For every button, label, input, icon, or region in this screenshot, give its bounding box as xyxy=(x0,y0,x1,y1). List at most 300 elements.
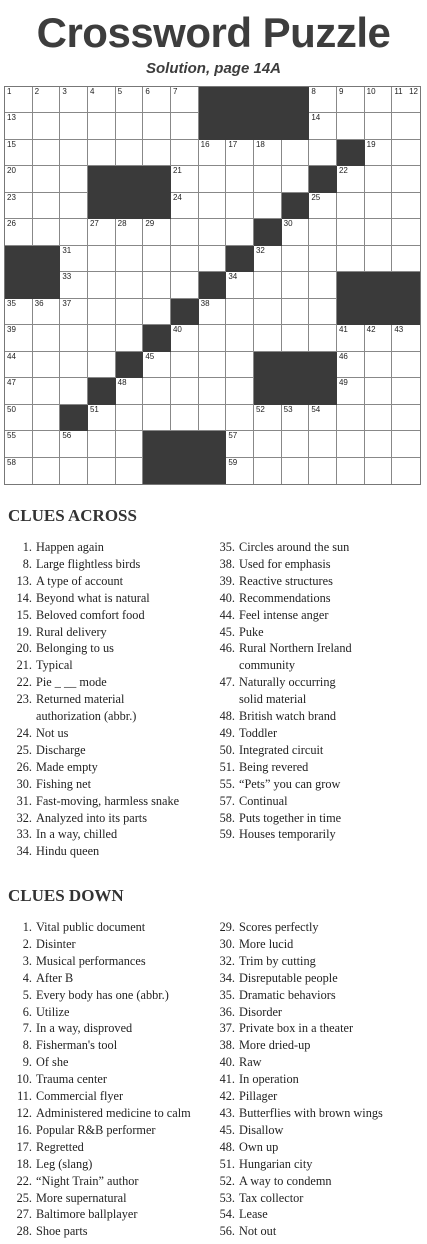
clue-number: 58 xyxy=(7,457,16,467)
clue-number-label: 3. xyxy=(22,953,32,968)
grid-cell[interactable] xyxy=(226,272,254,298)
grid-cell[interactable] xyxy=(309,246,337,272)
grid-cell[interactable] xyxy=(337,378,365,404)
grid-block xyxy=(116,352,144,378)
grid-cell[interactable] xyxy=(199,378,227,404)
clue-item xyxy=(13,640,213,657)
clue-text: A way to condemn xyxy=(239,1173,332,1188)
grid-cell[interactable] xyxy=(116,219,144,245)
grid-cell[interactable] xyxy=(60,431,88,457)
clue-item xyxy=(13,1037,213,1054)
clue-number-label: 4. xyxy=(22,970,32,985)
grid-block xyxy=(199,113,227,139)
grid-cell[interactable] xyxy=(254,299,282,325)
clue-number-label: 6. xyxy=(22,1004,32,1019)
grid-cell[interactable] xyxy=(392,352,420,378)
grid-cell[interactable] xyxy=(33,113,61,139)
clue-item xyxy=(216,953,421,970)
grid-cell[interactable] xyxy=(282,458,310,484)
grid-cell[interactable] xyxy=(143,405,171,431)
clue-number: 7 xyxy=(172,87,178,96)
grid-cell[interactable] xyxy=(282,246,310,272)
grid-cell[interactable] xyxy=(199,299,227,325)
grid-cell[interactable] xyxy=(392,166,420,192)
grid-cell[interactable] xyxy=(337,166,365,192)
grid-block xyxy=(337,140,365,166)
grid-cell[interactable] xyxy=(254,166,282,192)
clue-number: 44 xyxy=(7,351,16,361)
grid-cell[interactable] xyxy=(171,352,199,378)
clue-number-label: 51. xyxy=(219,759,235,774)
grid-cell[interactable] xyxy=(5,378,33,404)
clue-number-label: 48. xyxy=(219,1139,235,1154)
grid-cell[interactable] xyxy=(171,87,199,113)
clue-text: Hindu queen xyxy=(36,844,100,859)
clue-item xyxy=(13,573,213,590)
grid-cell[interactable] xyxy=(226,352,254,378)
grid-cell[interactable] xyxy=(365,325,393,351)
clue-text: Vital public document xyxy=(36,920,146,934)
clue-text: Baltimore ballplayer xyxy=(36,1207,138,1222)
clue-number: 2 xyxy=(34,87,40,96)
across-clues-column-1 xyxy=(13,539,213,860)
clue-number: 35 xyxy=(7,298,16,308)
clue-number: 1 xyxy=(7,87,12,96)
grid-cell[interactable] xyxy=(88,352,116,378)
clue-number: 6 xyxy=(145,87,150,96)
grid-cell[interactable] xyxy=(60,352,88,378)
grid-cell[interactable] xyxy=(171,272,199,298)
grid-block xyxy=(282,378,310,404)
grid-cell[interactable] xyxy=(143,378,171,404)
grid-cell[interactable] xyxy=(5,431,33,457)
clue-item xyxy=(216,776,421,793)
clue-number-label: 49. xyxy=(219,725,235,740)
grid-block xyxy=(5,272,33,298)
clue-text: After B xyxy=(36,970,74,985)
grid-cell[interactable] xyxy=(309,113,337,139)
grid-cell[interactable] xyxy=(365,193,393,219)
clue-item xyxy=(216,970,421,987)
clue-number: 39 xyxy=(7,325,16,335)
clue-number-label: 9. xyxy=(22,1055,32,1070)
grid-cell[interactable] xyxy=(143,299,171,325)
grid-cell[interactable] xyxy=(5,140,33,166)
clue-number: 14 xyxy=(311,113,321,123)
grid-cell[interactable] xyxy=(365,378,393,404)
grid-cell[interactable] xyxy=(33,299,61,325)
clue-number-label: 39. xyxy=(219,573,235,588)
grid-cell[interactable] xyxy=(116,378,144,404)
grid-cell[interactable] xyxy=(143,246,171,272)
clue-number-label: 8. xyxy=(22,556,32,571)
grid-cell[interactable] xyxy=(33,219,61,245)
grid-block xyxy=(116,193,144,219)
grid-cell[interactable] xyxy=(199,166,227,192)
clue-text: In operation xyxy=(239,1072,299,1087)
solution-reference: Solution, page 14A xyxy=(145,60,281,77)
grid-cell[interactable] xyxy=(88,87,116,113)
clue-number-label: 37. xyxy=(219,1021,235,1036)
clue-text: Disallow xyxy=(239,1122,284,1137)
clue-text: Popular R&B performer xyxy=(36,1122,156,1137)
clue-number-label: 7. xyxy=(22,1021,32,1036)
clue-number-label: 31. xyxy=(16,793,32,808)
grid-cell[interactable] xyxy=(171,246,199,272)
grid-block xyxy=(254,378,282,404)
clue-number: 36 xyxy=(34,298,44,308)
clue-number: 25 xyxy=(311,192,321,202)
grid-cell[interactable] xyxy=(199,325,227,351)
grid-cell[interactable] xyxy=(5,352,33,378)
grid-block xyxy=(337,299,365,325)
grid-cell[interactable] xyxy=(60,219,88,245)
clue-number-label: 33. xyxy=(16,827,32,842)
clue-item xyxy=(216,691,421,708)
grid-cell[interactable] xyxy=(88,113,116,139)
clue-item xyxy=(216,590,421,607)
grid-cell[interactable] xyxy=(309,87,337,113)
clue-item xyxy=(13,674,213,691)
grid-cell[interactable] xyxy=(365,219,393,245)
grid-cell[interactable] xyxy=(60,166,88,192)
grid-cell[interactable] xyxy=(199,405,227,431)
grid-cell[interactable] xyxy=(226,458,254,484)
grid-cell[interactable] xyxy=(226,378,254,404)
clue-text: Pillager xyxy=(239,1089,278,1104)
grid-block xyxy=(226,246,254,272)
clue-item xyxy=(216,1190,421,1207)
grid-cell[interactable] xyxy=(171,405,199,431)
grid-cell[interactable] xyxy=(60,87,88,113)
grid-cell[interactable] xyxy=(143,219,171,245)
grid-cell[interactable] xyxy=(171,113,199,139)
clue-number: 11 xyxy=(394,87,403,96)
clue-number-label: 57. xyxy=(219,793,235,808)
grid-cell[interactable] xyxy=(33,431,61,457)
grid-cell[interactable] xyxy=(309,272,337,298)
grid-cell[interactable] xyxy=(282,166,310,192)
grid-cell[interactable] xyxy=(171,193,199,219)
grid-cell[interactable] xyxy=(5,325,33,351)
grid-cell[interactable] xyxy=(226,405,254,431)
grid-cell[interactable] xyxy=(88,299,116,325)
grid-block xyxy=(33,246,61,272)
clue-item xyxy=(216,1037,421,1054)
grid-cell[interactable] xyxy=(392,246,420,272)
clue-number-label: 36. xyxy=(219,1004,235,1019)
grid-cell[interactable] xyxy=(365,113,393,139)
clue-item xyxy=(13,624,213,641)
grid-cell[interactable] xyxy=(116,405,144,431)
grid-cell[interactable] xyxy=(337,458,365,484)
clue-item xyxy=(13,936,213,953)
grid-cell[interactable] xyxy=(60,325,88,351)
grid-cell[interactable] xyxy=(226,140,254,166)
grid-cell[interactable] xyxy=(365,352,393,378)
clue-text: Toddler xyxy=(239,725,278,740)
clue-number: 52 xyxy=(255,404,265,414)
grid-cell[interactable] xyxy=(88,325,116,351)
grid-cell[interactable] xyxy=(392,140,420,166)
grid-cell[interactable] xyxy=(5,166,33,192)
clue-item xyxy=(216,725,421,742)
clue-number: 31 xyxy=(62,245,72,255)
grid-cell[interactable] xyxy=(337,325,365,351)
clue-item xyxy=(13,1190,213,1207)
clue-number: 12 xyxy=(409,87,418,96)
grid-cell[interactable] xyxy=(88,431,116,457)
grid-cell[interactable] xyxy=(5,113,33,139)
clue-text: Fishing net xyxy=(36,776,91,791)
grid-cell[interactable] xyxy=(5,405,33,431)
grid-cell[interactable] xyxy=(309,325,337,351)
clue-text: Utilize xyxy=(36,1004,70,1019)
grid-cell[interactable] xyxy=(171,166,199,192)
grid-cell[interactable] xyxy=(33,378,61,404)
grid-cell[interactable] xyxy=(282,272,310,298)
grid-cell[interactable] xyxy=(5,219,33,245)
clue-number-label: 53. xyxy=(219,1190,235,1205)
grid-cell[interactable] xyxy=(199,246,227,272)
grid-cell[interactable] xyxy=(309,431,337,457)
grid-cell[interactable] xyxy=(365,431,393,457)
grid-cell[interactable] xyxy=(5,87,33,113)
clue-text: More supernatural xyxy=(36,1190,127,1205)
clue-item xyxy=(216,1004,421,1021)
grid-cell[interactable] xyxy=(254,431,282,457)
clue-number: 24 xyxy=(172,192,182,202)
grid-cell[interactable] xyxy=(171,140,199,166)
grid-cell[interactable] xyxy=(254,405,282,431)
clue-text: Commercial flyer xyxy=(36,1089,124,1104)
grid-cell[interactable] xyxy=(33,140,61,166)
grid-cell[interactable] xyxy=(309,405,337,431)
grid-cell[interactable] xyxy=(365,458,393,484)
grid-cell[interactable] xyxy=(33,325,61,351)
clue-number: 18 xyxy=(255,139,265,149)
grid-cell[interactable] xyxy=(116,431,144,457)
grid-cell[interactable] xyxy=(392,378,420,404)
clue-text: Not out xyxy=(239,1224,277,1239)
grid-cell[interactable] xyxy=(171,325,199,351)
clue-text: Private box in a theater xyxy=(239,1021,354,1036)
grid-block xyxy=(143,193,171,219)
grid-block xyxy=(88,378,116,404)
clue-item xyxy=(13,1139,213,1156)
grid-cell[interactable] xyxy=(309,140,337,166)
clue-number-label: 29. xyxy=(219,920,235,934)
clue-item xyxy=(13,1156,213,1173)
grid-cell[interactable] xyxy=(60,193,88,219)
grid-cell[interactable] xyxy=(33,405,61,431)
clue-number-label: 28. xyxy=(16,1224,32,1239)
grid-cell[interactable] xyxy=(309,193,337,219)
grid-cell[interactable] xyxy=(88,219,116,245)
down-clues-column-2 xyxy=(216,919,421,1240)
clue-item xyxy=(13,810,213,827)
grid-cell[interactable] xyxy=(60,246,88,272)
clue-item xyxy=(216,1223,421,1240)
grid-cell[interactable] xyxy=(337,405,365,431)
grid-cell[interactable] xyxy=(337,87,365,113)
grid-cell[interactable] xyxy=(5,193,33,219)
grid-cell[interactable] xyxy=(226,325,254,351)
grid-block xyxy=(199,272,227,298)
grid-cell[interactable] xyxy=(337,193,365,219)
grid-cell[interactable] xyxy=(365,87,393,113)
grid-cell[interactable] xyxy=(392,405,420,431)
grid-cell[interactable] xyxy=(282,325,310,351)
grid-cell[interactable] xyxy=(116,299,144,325)
grid-cell[interactable] xyxy=(88,246,116,272)
grid-cell[interactable] xyxy=(143,113,171,139)
grid-cell[interactable] xyxy=(226,193,254,219)
grid-cell[interactable] xyxy=(254,246,282,272)
grid-cell[interactable] xyxy=(116,458,144,484)
grid-cell[interactable] xyxy=(282,405,310,431)
grid-cell[interactable] xyxy=(199,219,227,245)
clue-text: Of she xyxy=(36,1055,69,1070)
clue-number: 21 xyxy=(172,166,182,176)
grid-cell[interactable] xyxy=(337,431,365,457)
grid-cell[interactable] xyxy=(143,272,171,298)
grid-cell[interactable] xyxy=(116,113,144,139)
clue-number-label: 40. xyxy=(219,1055,235,1070)
grid-cell[interactable] xyxy=(392,219,420,245)
grid-cell[interactable] xyxy=(392,113,420,139)
grid-cell[interactable] xyxy=(254,325,282,351)
grid-cell[interactable] xyxy=(33,458,61,484)
clue-text: Administered medicine to calm xyxy=(36,1105,191,1120)
clue-number-label: 15. xyxy=(16,607,32,622)
clue-text: Happen again xyxy=(36,540,104,554)
grid-cell[interactable] xyxy=(60,299,88,325)
clue-text: Used for emphasis xyxy=(239,556,331,571)
clue-text: Analyzed into its parts xyxy=(36,810,147,825)
clue-text: Butterflies with brown wings xyxy=(239,1105,383,1120)
clue-text: Raw xyxy=(239,1055,262,1070)
grid-block xyxy=(254,352,282,378)
grid-cell[interactable] xyxy=(226,299,254,325)
grid-cell[interactable] xyxy=(226,166,254,192)
grid-cell[interactable] xyxy=(282,431,310,457)
grid-cell[interactable] xyxy=(199,193,227,219)
grid-cell[interactable] xyxy=(60,140,88,166)
grid-cell[interactable] xyxy=(143,140,171,166)
grid-cell[interactable] xyxy=(282,140,310,166)
grid-cell[interactable] xyxy=(60,272,88,298)
clue-number: 5 xyxy=(117,87,123,96)
puzzle-title: Crossword Puzzle xyxy=(36,9,391,56)
grid-cell[interactable] xyxy=(116,272,144,298)
clue-text: Hungarian city xyxy=(239,1156,313,1171)
grid-cell[interactable] xyxy=(365,166,393,192)
grid-cell[interactable] xyxy=(309,219,337,245)
grid-cell[interactable] xyxy=(365,405,393,431)
clue-number-label: 30. xyxy=(219,936,235,951)
grid-cell[interactable] xyxy=(33,87,61,113)
grid-cell[interactable] xyxy=(171,378,199,404)
grid-cell[interactable] xyxy=(365,140,393,166)
grid-cell[interactable] xyxy=(88,458,116,484)
grid-cell[interactable] xyxy=(337,113,365,139)
grid-cell[interactable] xyxy=(226,219,254,245)
grid-cell[interactable] xyxy=(33,352,61,378)
grid-cell[interactable] xyxy=(254,140,282,166)
clue-number: 42 xyxy=(366,325,376,335)
grid-cell[interactable] xyxy=(392,325,420,351)
grid-cell[interactable] xyxy=(282,299,310,325)
grid-cell[interactable] xyxy=(60,113,88,139)
grid-cell[interactable] xyxy=(60,378,88,404)
grid-cell[interactable] xyxy=(254,458,282,484)
grid-cell[interactable] xyxy=(226,431,254,457)
clue-text: Made empty xyxy=(36,759,98,774)
grid-cell[interactable] xyxy=(143,87,171,113)
clue-item xyxy=(13,776,213,793)
grid-cell[interactable] xyxy=(254,272,282,298)
grid-cell[interactable] xyxy=(337,352,365,378)
grid-cell[interactable] xyxy=(337,219,365,245)
grid-cell[interactable] xyxy=(116,325,144,351)
grid-cell[interactable] xyxy=(392,87,420,113)
grid-cell[interactable] xyxy=(60,458,88,484)
grid-cell[interactable] xyxy=(88,272,116,298)
clue-number: 48 xyxy=(117,378,127,388)
grid-block xyxy=(171,458,199,484)
grid-cell[interactable] xyxy=(392,431,420,457)
clue-text: More lucid xyxy=(239,936,294,951)
grid-cell[interactable] xyxy=(116,87,144,113)
grid-cell[interactable] xyxy=(33,166,61,192)
grid-cell[interactable] xyxy=(116,246,144,272)
grid-cell[interactable] xyxy=(116,140,144,166)
clue-number-label: 5. xyxy=(22,987,32,1002)
grid-cell[interactable] xyxy=(392,193,420,219)
clue-text: Trauma center xyxy=(36,1072,107,1087)
clue-number: 10 xyxy=(366,87,376,96)
grid-block xyxy=(309,166,337,192)
grid-cell[interactable] xyxy=(199,352,227,378)
grid-cell[interactable] xyxy=(309,458,337,484)
clue-item xyxy=(13,1088,213,1105)
clue-item xyxy=(13,742,213,759)
grid-cell[interactable] xyxy=(254,193,282,219)
clue-item xyxy=(13,1223,213,1240)
clue-number-label: 35. xyxy=(219,987,235,1002)
grid-cell[interactable] xyxy=(282,219,310,245)
clue-item xyxy=(216,936,421,953)
grid-cell[interactable] xyxy=(337,246,365,272)
grid-cell[interactable] xyxy=(171,219,199,245)
grid-cell[interactable] xyxy=(5,299,33,325)
clue-text: Every body has one (abbr.) xyxy=(36,987,169,1002)
grid-cell[interactable] xyxy=(33,193,61,219)
grid-cell[interactable] xyxy=(5,458,33,484)
grid-cell[interactable] xyxy=(392,458,420,484)
grid-cell[interactable] xyxy=(365,246,393,272)
grid-cell[interactable] xyxy=(143,352,171,378)
clue-text: Scores perfectly xyxy=(239,920,319,934)
clue-text: More dried-up xyxy=(239,1038,311,1053)
clue-number-label: 24. xyxy=(16,725,32,740)
grid-cell[interactable] xyxy=(88,405,116,431)
grid-cell[interactable] xyxy=(309,299,337,325)
grid-cell[interactable] xyxy=(199,140,227,166)
clue-number-label: 25. xyxy=(16,742,32,757)
grid-cell[interactable] xyxy=(88,140,116,166)
